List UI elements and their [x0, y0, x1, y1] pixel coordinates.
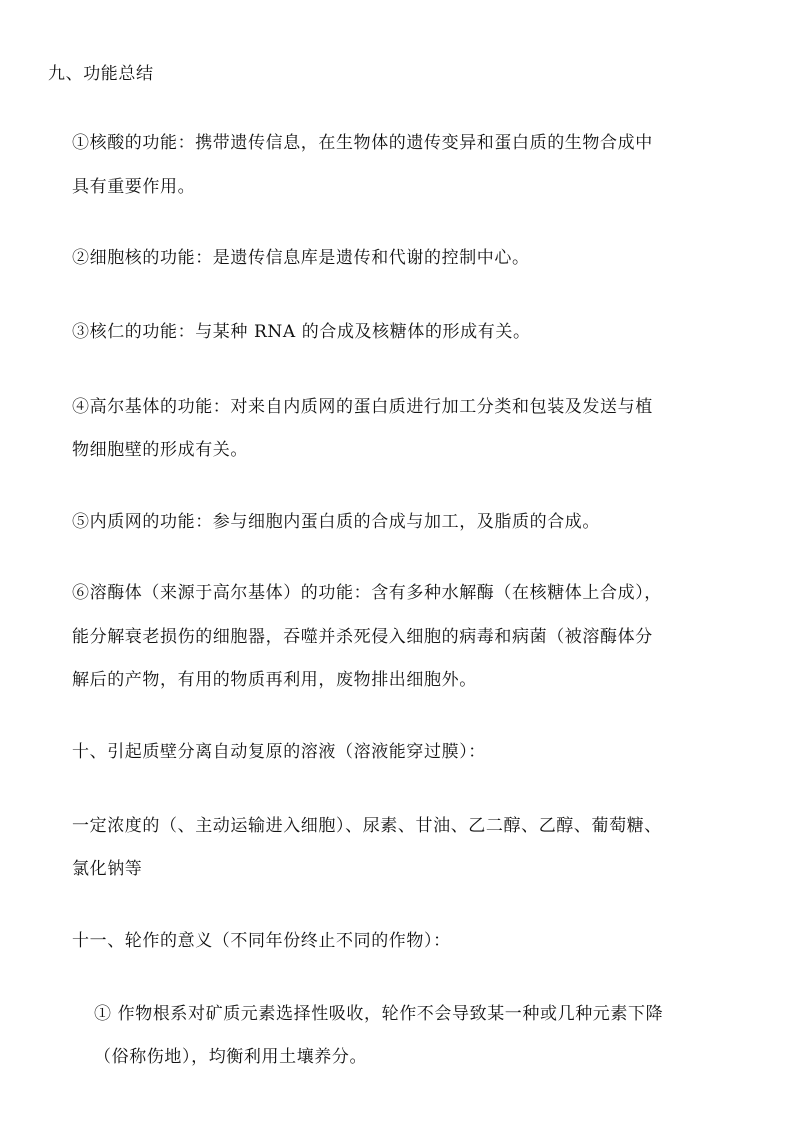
lysosome-function-line-2: 能分解衰老损伤的细胞器，吞噬并杀死侵入细胞的病毒和病菌（被溶酶体分	[72, 627, 653, 647]
solutions-list-line-2: 氯化钠等	[72, 859, 143, 879]
section-ten-heading: 十、引起质壁分离自动复原的溶液（溶液能穿过膜）：	[72, 742, 486, 762]
nucleolus-function-line-1: ③核仁的功能：与某种 RNA 的合成及核糖体的形成有关。	[72, 322, 531, 342]
solutions-list-line-1: 一定浓度的（、主动运输进入细胞）、尿素、甘油、乙二醇、乙醇、葡萄糖、	[72, 816, 662, 836]
lysosome-function-line-1: ⑥溶酶体（来源于高尔基体）的功能：含有多种水解酶（在核糖体上合成），	[72, 583, 662, 603]
section-nine-heading: 九、功能总结	[48, 64, 154, 84]
er-function-line-1: ⑤内质网的功能：参与细胞内蛋白质的合成与加工，及脂质的合成。	[72, 512, 600, 532]
nucleic-acid-function-line-2: 具有重要作用。	[72, 177, 196, 197]
nucleic-acid-function-line-1: ①核酸的功能：携带遗传信息，在生物体的遗传变异和蛋白质的生物合成中	[72, 133, 653, 153]
golgi-function-line-1: ④高尔基体的功能：对来自内质网的蛋白质进行加工分类和包装及发送与植	[72, 397, 653, 417]
golgi-function-line-2: 物细胞壁的形成有关。	[72, 440, 248, 460]
section-eleven-heading: 十一、轮作的意义（不同年份终止不同的作物）：	[72, 931, 451, 951]
crop-rotation-item-line-2: （俗称伤地），均衡利用土壤养分。	[94, 1047, 368, 1067]
nucleus-function-line-1: ②细胞核的功能：是遗传信息库是遗传和代谢的控制中心。	[72, 248, 530, 268]
lysosome-function-line-3: 解后的产物，有用的物质再利用，废物排出细胞外。	[72, 670, 477, 690]
crop-rotation-item-line-1: ① 作物根系对矿质元素选择性吸收，轮作不会导致某一种或几种元素下降	[94, 1004, 664, 1024]
